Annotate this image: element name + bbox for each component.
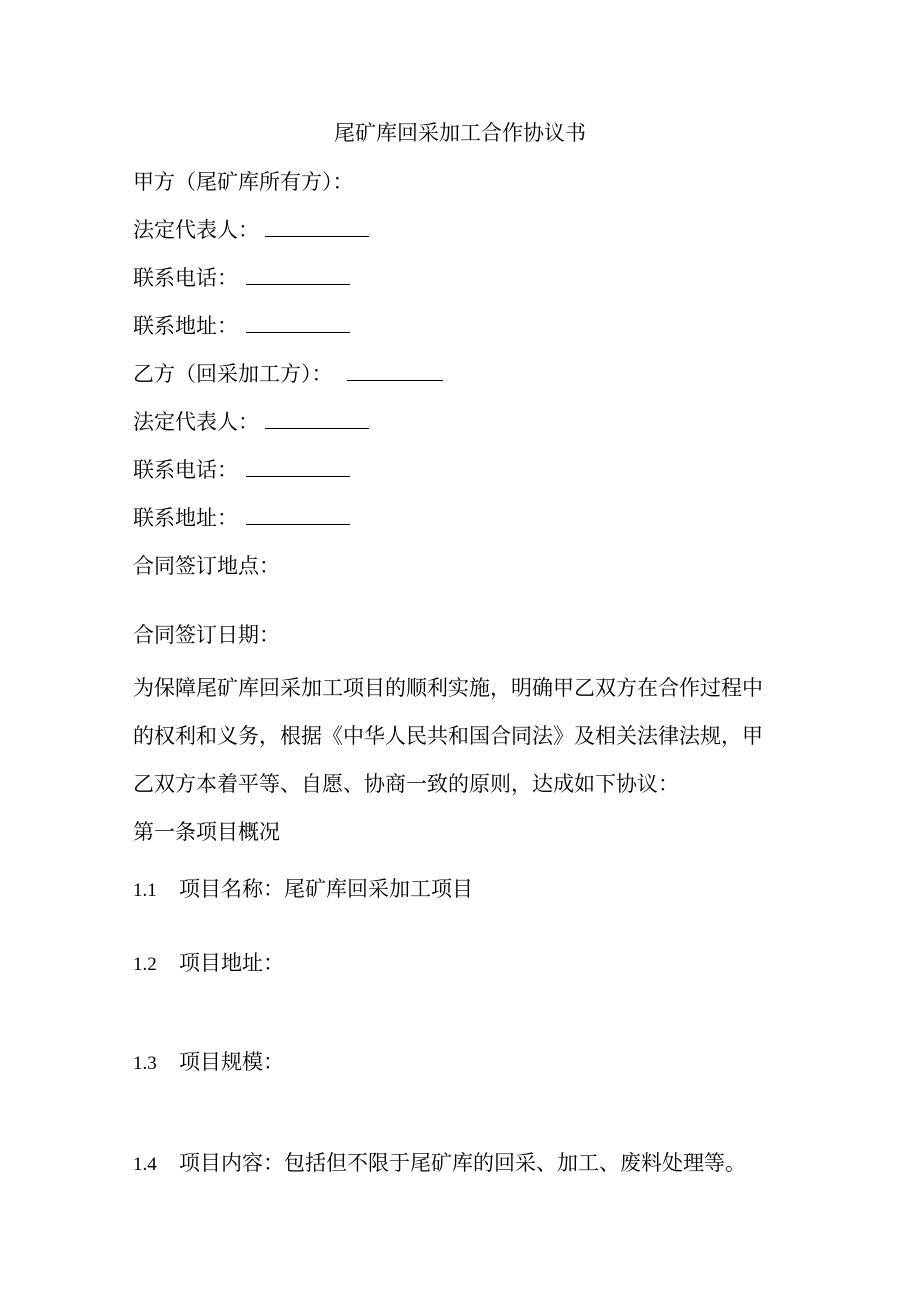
party-a-phone-row: [133, 262, 350, 294]
party-a-address-row: [133, 310, 350, 342]
preamble-line: 乙双方本着平等、自愿、协商一致的原则，达成如下协议：: [133, 772, 679, 796]
party-b-address-blank: [246, 504, 350, 525]
item-text: 项目地址：: [179, 951, 284, 975]
party-b-blank: [347, 360, 443, 381]
party-b-rep-blank: [265, 408, 369, 429]
article-1-heading: 第一条项目概况: [133, 820, 280, 844]
sign-place-label: 合同签订地点：: [133, 554, 280, 578]
article-1-item: [133, 947, 284, 981]
item-number: 1.2: [133, 954, 157, 975]
party-b-rep-label: 法定代表人：: [133, 410, 259, 434]
party-b-rep-row: [133, 406, 369, 438]
article-1-item: [133, 1147, 746, 1181]
document-title: 尾矿库回采加工合作协议书: [334, 121, 586, 145]
party-a-rep-row: [133, 214, 369, 246]
party-b-heading: 乙方（回采加工方）：: [133, 362, 333, 386]
party-a-rep-label: 法定代表人：: [133, 218, 259, 242]
preamble-paragraph: [133, 664, 793, 808]
party-b-heading-row: [133, 358, 443, 390]
party-a-phone-label: 联系电话：: [133, 266, 238, 290]
item-number: 1.1: [133, 880, 157, 901]
party-a-address-label: 联系地址：: [133, 314, 238, 338]
party-b-address-row: [133, 502, 350, 534]
party-b-phone-row: [133, 454, 350, 486]
item-text: 项目规模：: [179, 1050, 284, 1074]
party-a-address-blank: [246, 312, 350, 333]
party-a-rep-blank: [265, 216, 369, 237]
item-number: 1.4: [133, 1154, 157, 1175]
party-b-phone-label: 联系电话：: [133, 458, 238, 482]
article-1-item: [133, 873, 473, 907]
party-b-address-label: 联系地址：: [133, 506, 238, 530]
item-text: 项目名称：尾矿库回采加工项目: [179, 877, 473, 901]
party-b-phone-blank: [246, 456, 350, 477]
preamble-line: 的权利和义务，根据《中华人民共和国合同法》及相关法律法规，甲: [133, 724, 763, 748]
sign-date-label: 合同签订日期：: [133, 623, 280, 647]
article-1-item: [133, 1046, 284, 1080]
preamble-line: 为保障尾矿库回采加工项目的顺利实施，明确甲乙双方在合作过程中: [133, 676, 763, 700]
party-a-heading: 甲方（尾矿库所有方）：: [133, 170, 354, 194]
item-number: 1.3: [133, 1053, 157, 1074]
item-text: 项目内容：包括但不限于尾矿库的回采、加工、废料处理等。: [179, 1151, 746, 1175]
party-a-phone-blank: [246, 264, 350, 285]
